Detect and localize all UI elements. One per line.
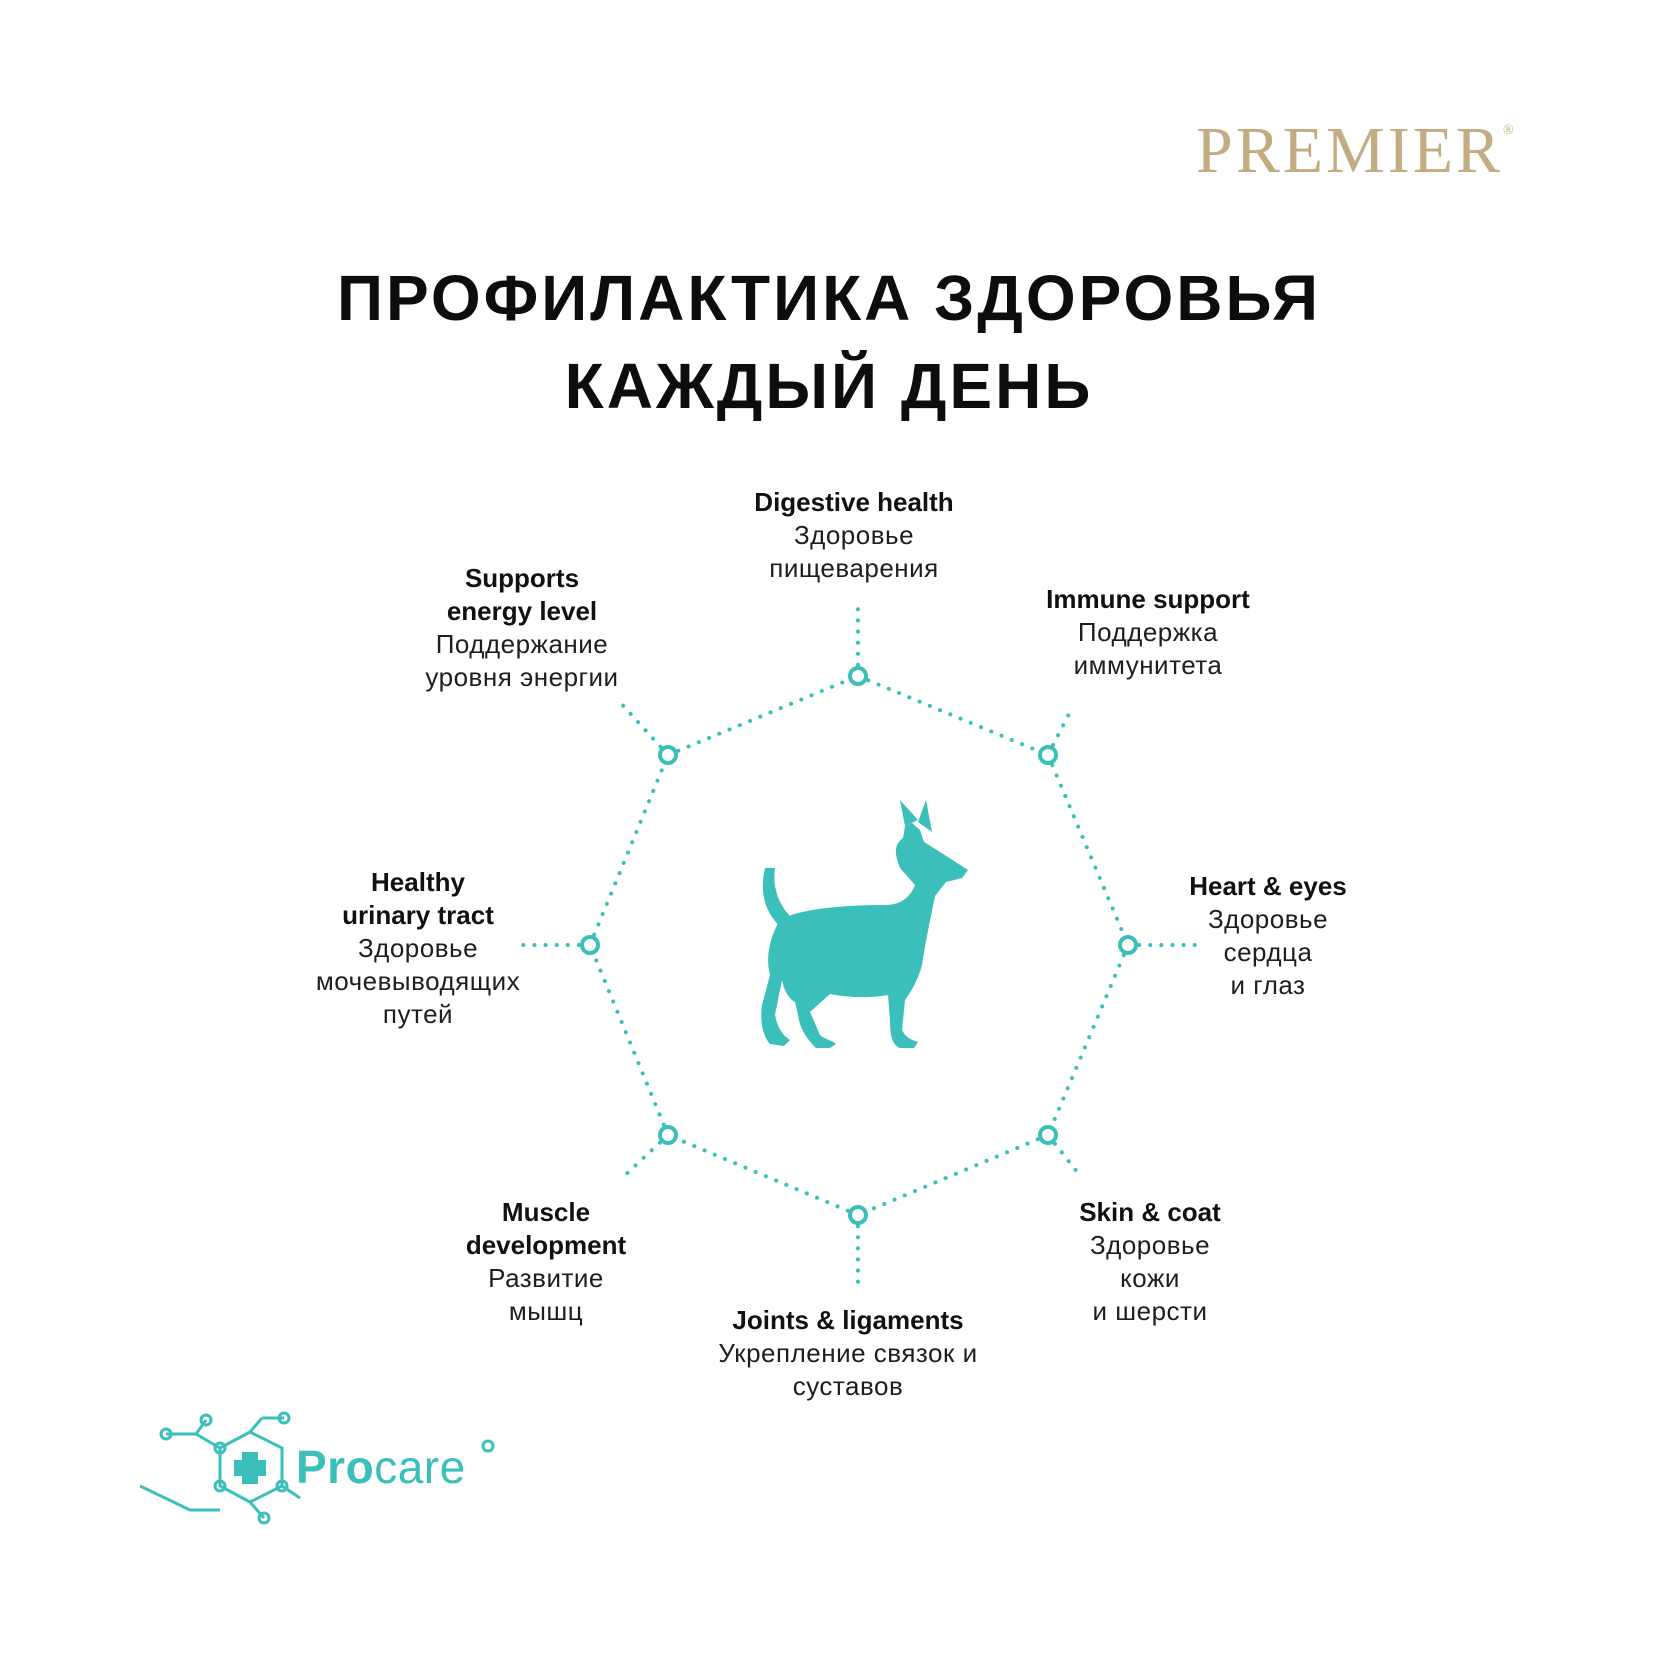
feature-immune-support xyxy=(968,583,1328,682)
feature-en-label: Muscle development xyxy=(465,1197,627,1260)
dog-silhouette-icon xyxy=(761,800,968,1048)
feature-en-label: Heart & eyes xyxy=(1189,871,1347,901)
node-circle xyxy=(660,747,676,763)
feature-en-label: Immune support xyxy=(1046,584,1250,614)
octagon-edge xyxy=(858,676,1048,755)
feature-en-label: Supports energy level xyxy=(446,563,598,626)
feature-ru-label: Здоровье пищеварения xyxy=(769,520,939,583)
feature-heart-eyes xyxy=(1088,870,1448,1002)
feature-urinary-tract xyxy=(238,866,598,1031)
feature-energy-level xyxy=(342,562,702,694)
procare-wordmark xyxy=(296,1441,466,1493)
feature-ru-label: Здоровье кожи и шерсти xyxy=(1089,1230,1211,1326)
spoke-line xyxy=(618,700,668,755)
feature-en-label: Healthy urinary tract xyxy=(342,867,494,930)
brand-name: PREMIER xyxy=(1196,114,1504,187)
feature-ru-label: Развитие мышц xyxy=(488,1263,604,1326)
feature-muscle-development xyxy=(366,1196,726,1328)
title-line-1: ПРОФИЛАКТИКА ЗДОРОВЬЯ xyxy=(336,262,1322,334)
node-circle xyxy=(1040,1127,1056,1143)
feature-ru-label: Здоровье сердца и глаз xyxy=(1207,904,1329,1000)
title-line-2: КАЖДЫЙ ДЕНЬ xyxy=(564,350,1094,422)
node-circle xyxy=(660,1127,676,1143)
node-circle xyxy=(850,1207,866,1223)
feature-digestive-health xyxy=(674,486,1034,585)
feature-en-label: Joints & ligaments xyxy=(732,1305,964,1335)
procare-care: care xyxy=(374,1441,466,1493)
feature-en-label: Skin & coat xyxy=(1079,1197,1221,1227)
feature-ru-label: Здоровье мочевыводящих путей xyxy=(315,933,521,1029)
feature-ru-label: Поддержка иммунитета xyxy=(1073,617,1223,680)
procare-pro: Pro xyxy=(296,1441,375,1493)
feature-en-label: Digestive health xyxy=(754,487,954,517)
octagon-edge xyxy=(590,755,668,945)
octagon-edge xyxy=(590,945,668,1135)
feature-ru-label: Укрепление связок и суставов xyxy=(718,1338,978,1401)
feature-ru-label: Поддержание уровня энергии xyxy=(425,629,619,692)
registered-mark: ® xyxy=(1503,123,1514,138)
node-circle xyxy=(850,668,866,684)
node-circle xyxy=(1040,747,1056,763)
